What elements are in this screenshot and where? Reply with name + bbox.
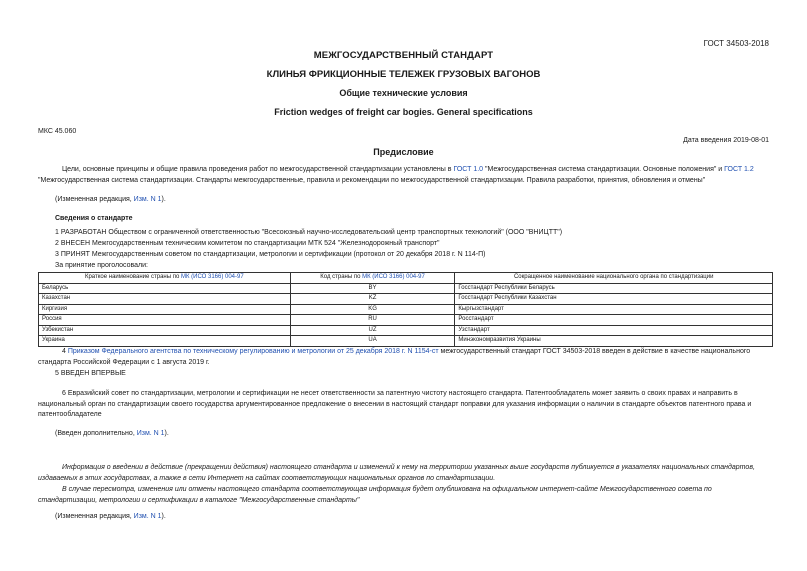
preface-paragraph xyxy=(38,165,772,186)
document-title-ru: КЛИНЬЯ ФРИКЦИОННЫЕ ТЕЛЕЖЕК ГРУЗОВЫХ ВАГОНОВ xyxy=(266,69,541,80)
body-cell: Госстандарт Республики Беларусь xyxy=(455,283,773,294)
code-cell: KZ xyxy=(290,294,455,305)
introduction-date: Дата введения 2019-08-01 xyxy=(683,137,769,144)
table-row xyxy=(39,315,773,326)
document-subtitle-ru: Общие технические условия xyxy=(339,88,468,98)
body-cell: Узстандарт xyxy=(455,325,773,336)
mks-code: МКС 45.060 xyxy=(38,128,77,135)
column-header-code xyxy=(290,273,455,284)
voting-countries-table xyxy=(38,272,773,347)
preface-heading: Предисловие xyxy=(373,147,434,157)
item-3-adopted: 3 ПРИНЯТ Межгосударственным советом по стандартизации, метрологии и сертификации (протокол от 20 декабря 2018 г. N 114-П) xyxy=(55,251,486,258)
table-row xyxy=(39,325,773,336)
country-cell: Беларусь xyxy=(39,283,291,294)
gost-1-0-link[interactable]: ГОСТ 1.0 xyxy=(453,166,484,173)
code-cell: UA xyxy=(290,336,455,347)
amendment-1-link[interactable]: Изм. N 1 xyxy=(136,430,165,437)
table-row xyxy=(39,336,773,347)
amendment-note-2 xyxy=(55,513,166,520)
item-1-developed: 1 РАЗРАБОТАН Обществом с ограниченной ответственностью "Всесоюзный научно-исследовательский центр транспортных технологий" (ООО "ВНИЦТТ") xyxy=(55,229,563,236)
item-5-first-introduced: 5 ВВЕДЕН ВПЕРВЫЕ xyxy=(55,370,126,377)
mk-iso-3166-link[interactable]: МК (ИСО 3166) 004-97 xyxy=(362,274,425,281)
body-cell: Росстандарт xyxy=(455,315,773,326)
country-cell: Украина xyxy=(39,336,291,347)
info-paragraph-1: Информация о введении в действие (прекращении действия) настоящего стандарта и изменений к нему на территории указанных выше государств публикуется в указателях национальных стандартов, издаваемых в этих государствах, а также в сети Интернет на сайтах соответствующих национальных органов по стандартизации. xyxy=(38,464,755,482)
item-2-submitted: 2 ВНЕСЕН Межгосударственным техническим комитетом по стандартизации МТК 524 "Железнодорожный транспорт" xyxy=(55,240,440,247)
code-cell: UZ xyxy=(290,325,455,336)
amendment-1-link[interactable]: Изм. N 1 xyxy=(133,196,162,203)
gost-1-2-link[interactable]: ГОСТ 1.2 xyxy=(724,166,754,173)
added-note-post: ). xyxy=(164,430,169,437)
amendment-note-1-pre: (Измененная редакция, xyxy=(55,196,134,203)
item-4-text: межгосударственный стандарт ГОСТ 34503-2018 введен в действие в качестве национального стандарта Российской Федерации с 1 августа 2019 г. xyxy=(38,348,751,366)
item-4-enactment xyxy=(38,347,772,368)
table-row xyxy=(39,304,773,315)
country-cell: Казахстан xyxy=(39,294,291,305)
amendment-1-link[interactable]: Изм. N 1 xyxy=(133,513,162,520)
country-cell: Киргизия xyxy=(39,304,291,315)
added-note xyxy=(55,430,169,437)
body-cell: Минэкономразвития Украины xyxy=(455,336,773,347)
order-1154-link[interactable]: Приказом Федерального агентства по техническому регулированию и метрологии от 25 декабря 2018 г. N 1154-ст xyxy=(67,348,439,355)
amendment-note-2-pre: (Измененная редакция, xyxy=(55,513,134,520)
column-header-country-text: Краткое наименование страны по xyxy=(84,274,181,281)
added-note-pre: (Введен дополнительно, xyxy=(55,430,137,437)
preface-text-b: "Межгосударственная система стандартизации. Основные положения" и xyxy=(483,166,725,173)
column-header-code-text: Код страны по xyxy=(320,274,363,281)
item-4-number: 4 xyxy=(62,348,68,355)
column-header-country xyxy=(39,273,291,284)
document-title-en: Friction wedges of freight car bogies. General specifications xyxy=(274,107,533,117)
document-code: ГОСТ 34503-2018 xyxy=(703,39,769,48)
about-standard-heading: Сведения о стандарте xyxy=(55,215,133,222)
amendment-note-2-post: ). xyxy=(161,513,166,520)
table-row xyxy=(39,294,773,305)
code-cell: BY xyxy=(290,283,455,294)
item-6-patent: 6 Евразийский совет по стандартизации, метрологии и сертификации не несет ответственности за патентную чистоту настоящего стандарта. Патентообладатель может заявить о своих правах и направить в национальный орган по стандартизации своего государства аргументированное предложение о внесении в настоящий стандарт поправки для указания информации о наличии в стандарте объектов патентного права и патентообладателе xyxy=(38,390,752,418)
column-header-body: Сокращенное наименование национального органа по стандартизации xyxy=(455,273,773,284)
amendment-note-1-post: ). xyxy=(161,196,166,203)
body-cell: Кыргызстандарт xyxy=(455,304,773,315)
code-cell: RU xyxy=(290,315,455,326)
amendment-note-1 xyxy=(55,196,166,203)
preface-text-c: "Межгосударственная система стандартизации. Стандарты межгосударственные, правила и рекомендации по межгосударственной стандартизации. Правила разработки, принятия, обновления и отмены" xyxy=(38,176,706,184)
standard-type: МЕЖГОСУДАРСТВЕННЫЙ СТАНДАРТ xyxy=(313,50,494,61)
table-row xyxy=(39,283,773,294)
table-header-row xyxy=(39,273,773,284)
preface-text-a: Цели, основные принципы и общие правила проведения работ по межгосударственной стандартизации установлены в xyxy=(62,166,454,173)
mk-iso-3166-link[interactable]: МК (ИСО 3166) 004-97 xyxy=(180,274,244,281)
body-cell: Госстандарт Республики Казахстан xyxy=(455,294,773,305)
country-cell: Узбекистан xyxy=(39,325,291,336)
code-cell: KG xyxy=(290,304,455,315)
country-cell: Россия xyxy=(39,315,291,326)
info-paragraph-2: В случае пересмотра, изменения или отмены настоящего стандарта соответствующая информация будет опубликована на официальном интернет-сайте Межгосударственного совета по стандартизации, метрологии и сертификации в каталоге "Межгосударственные стандарты" xyxy=(38,486,712,504)
voted-label: За принятие проголосовали: xyxy=(55,262,148,269)
